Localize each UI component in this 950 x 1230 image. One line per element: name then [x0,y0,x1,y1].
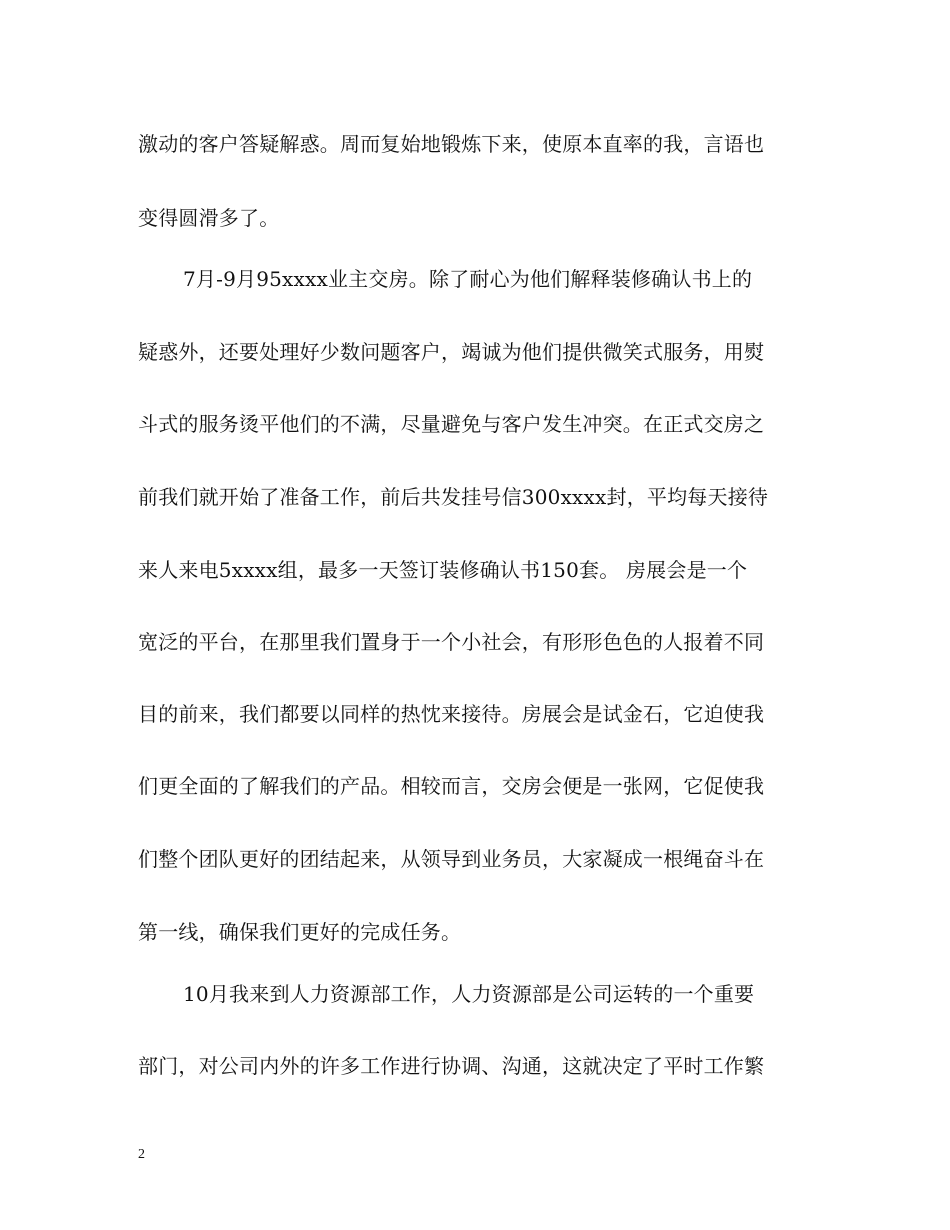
text-line-10: 们更全面的了解我们的产品。相较而言，交房会便是一张网，它促使我 [138,774,765,798]
text-line-7: 来人来电5xxxx组，最多一天签订装修确认书150套。 房展会是一个 [138,558,748,582]
text-line-9: 目的前来，我们都要以同样的热忱来接待。房展会是试金石，它迫使我 [138,702,765,726]
text-line-4: 疑惑外，还要处理好少数问题客户，竭诚为他们提供微笑式服务，用熨 [138,340,765,364]
text-line-12: 第一线，确保我们更好的完成任务。 [138,920,462,944]
text-line-5: 斗式的服务烫平他们的不满，尽量避免与客户发生冲突。在正式交房之 [138,412,765,436]
text-line-11: 们整个团队更好的团结起来，从领导到业务员，大家凝成一根绳奋斗在 [138,847,765,871]
text-line-8: 宽泛的平台，在那里我们置身于一个小社会，有形形色色的人报着不同 [138,630,765,654]
text-line-13: 10月我来到人力资源部工作，人力资源部是公司运转的一个重要 [183,982,755,1006]
text-line-2: 变得圆滑多了。 [138,206,280,230]
text-line-1: 激动的客户答疑解惑。周而复始地锻炼下来，使原本直率的我，言语也 [138,132,765,156]
text-line-3: 7月-9月95xxxx业主交房。除了耐心为他们解释装修确认书上的 [183,267,753,291]
page-number: 2 [138,1147,145,1162]
text-line-6: 前我们就开始了准备工作，前后共发挂号信300xxxx封，平均每天接待 [138,485,769,509]
text-line-14: 部门，对公司内外的许多工作进行协调、沟通，这就决定了平时工作繁 [138,1054,765,1078]
